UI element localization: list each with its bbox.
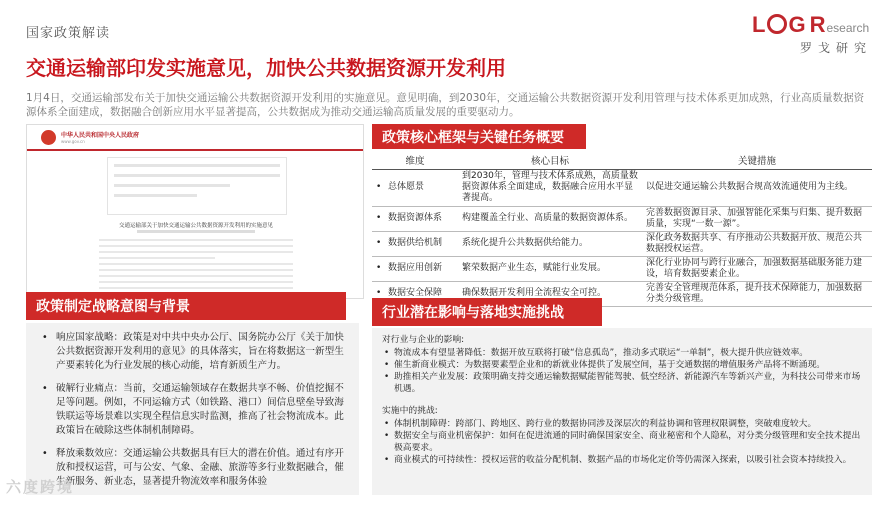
challenge-heading: 实施中的挑战: [382, 406, 438, 416]
table-row [372, 169, 872, 206]
table-cell-measures: 完善安全管理规范体系，提升技术保障能力，加强数据分类分级管理。 [642, 281, 872, 306]
logo-suffix: esearch [826, 21, 870, 35]
table-cell-dimension: • 数据资源体系 [372, 206, 458, 231]
logo-letter-l: L [752, 12, 767, 37]
impact-item: • 助推相关产业发展：政策明确支持交通运输数据赋能智能驾驶、低空经济、新能源汽车等新兴产业，为科技公司带来市场机遇。 [382, 371, 862, 395]
impact-content-box [372, 328, 872, 495]
doc-site-url: www.gov.cn [61, 139, 85, 144]
table-cell-measures: 以促进交通运输公共数据合规高效流通使用为主线。 [642, 169, 872, 206]
logo-o-circle [767, 14, 787, 34]
table-cell-measures: 深化行业协同与跨行业融合，加强数据基础服务能力建设，培育数据要素企业。 [642, 256, 872, 281]
watermark: 六度跨境 [6, 478, 75, 496]
national-emblem-icon [41, 130, 56, 145]
table-cell-goal: 系统化提升公共数据供给能力。 [458, 231, 642, 256]
doc-site-name: 中华人民共和国中央人民政府 [61, 132, 140, 139]
doc-body-lines [99, 239, 293, 299]
doc-metadata-box [107, 157, 287, 215]
strategy-content-box [26, 323, 359, 495]
table-cell-goal: 构建覆盖全行业、高质量的数据资源体系。 [458, 206, 642, 231]
table-cell-goal: 确保数据开发利用全流程安全可控。 [458, 281, 642, 306]
table-row [372, 206, 872, 231]
framework-section-title: 政策核心框架与关键任务概要 [372, 124, 586, 149]
table-cell-dimension: • 数据供给机制 [372, 231, 458, 256]
logo-letter-g: G [788, 12, 807, 37]
policy-document-screenshot [26, 124, 364, 299]
table-cell-measures: 深化政务数据共享、有序推动公共数据开放、规范公共数据授权运营。 [642, 231, 872, 256]
impact-item: • 物流成本有望显著降低：数据开放互联将打破“信息孤岛”，推动多式联运“一单制”，极大提升供应链效率。 [382, 347, 862, 359]
challenge-item: • 数据安全与商业机密保护：如何在促进流通的同时确保国家安全、商业秘密和个人隐私，对分类分级管理和安全技术提出极高要求。 [382, 430, 862, 454]
challenge-item: • 商业模式的可持续性：授权运营的收益分配机制、数据产品的市场化定价等仍需深入探索，以吸引社会资本持续投入。 [382, 454, 862, 466]
strategy-section-title: 政策制定战略意图与背景 [26, 292, 346, 320]
section-label: 国家政策解读 [26, 26, 111, 41]
table-cell-dimension: • 总体愿景 [372, 169, 458, 206]
logo-chinese: 罗戈研究 [799, 41, 872, 55]
column-header-measures: 关键措施 [642, 152, 872, 169]
impact-heading: 对行业与企业的影响: [382, 335, 465, 345]
page-title: 交通运输部印发实施意见，加快公共数据资源开发利用 [26, 56, 506, 80]
logo-letter-r: R [809, 12, 827, 37]
impact-item: • 催生新商业模式：为数据要素型企业和的新就业体提供了发展空间，基于交通数据的增值服务产品将不断涌现。 [382, 359, 862, 371]
table-row [372, 256, 872, 281]
table-cell-goal: 繁荣数据产业生态，赋能行业发展。 [458, 256, 642, 281]
impact-section-title: 行业潜在影响与落地实施挑战 [372, 298, 602, 326]
table-cell-goal: 到2030年，管理与技术体系成熟，高质量数据资源体系全面建成，数据融合应用水平显著提高。 [458, 169, 642, 206]
table-row [372, 231, 872, 256]
doc-heading: 交通运输部关于加快交通运输公共数据资源开发利用的实施意见 [118, 223, 273, 229]
column-header-dimension: 维度 [372, 152, 458, 169]
logo [752, 12, 872, 58]
strategy-item: • 响应国家战略：政策是对中共中央办公厅、国务院办公厅《关于加快公共数据资源开发利用的意见》的具体落实，旨在将数据这一新型生产要素转化为行业发展的核心动能，培育新质生产力。 [42, 331, 349, 373]
column-header-goal: 核心目标 [458, 152, 642, 169]
table-cell-dimension: • 数据安全保障 [372, 281, 458, 306]
table-cell-dimension: • 数据应用创新 [372, 256, 458, 281]
strategy-item: • 破解行业痛点：当前，交通运输领域存在数据共享不畅、价值挖掘不足等问题。例如，不同运输方式（如铁路、港口）间信息壁垒导致海铁联运等场景难以实现全程信息实时监测，推高了社会物流成本。此政策旨在破除这些体制机制障碍。 [42, 382, 349, 438]
doc-subheading-line [137, 230, 255, 233]
logo-wordmark [752, 12, 869, 38]
doc-header [27, 125, 363, 151]
intro-paragraph: 1月4日，交通运输部发布关于加快交通运输公共数据资源开发利用的实施意见。意见明确，到2030年，交通运输公共数据资源开发利用管理与技术体系更加成熟，行业高质量数据资源体系全面建成，数据融合创新应用水平显著提高，公共数据成为推动交通运输高质量发展的重要驱动力。 [26, 92, 865, 118]
framework-table [372, 152, 872, 307]
challenge-item: • 体制机制障碍：跨部门、跨地区、跨行业的数据协同涉及深层次的利益协调和管理权限调整，突破难度较大。 [382, 418, 862, 430]
table-cell-measures: 完善数据资源目录、加强智能化采集与归集、提升数据质量，实现“一数一源”。 [642, 206, 872, 231]
strategy-item: • 释放乘数效应：交通运输公共数据具有巨大的潜在价值。通过有序开放和授权运营，可与公安、气象、金融、旅游等多行业数据融合，催生新服务、新业态，显著提升物流效率和服务体验 [42, 447, 349, 489]
